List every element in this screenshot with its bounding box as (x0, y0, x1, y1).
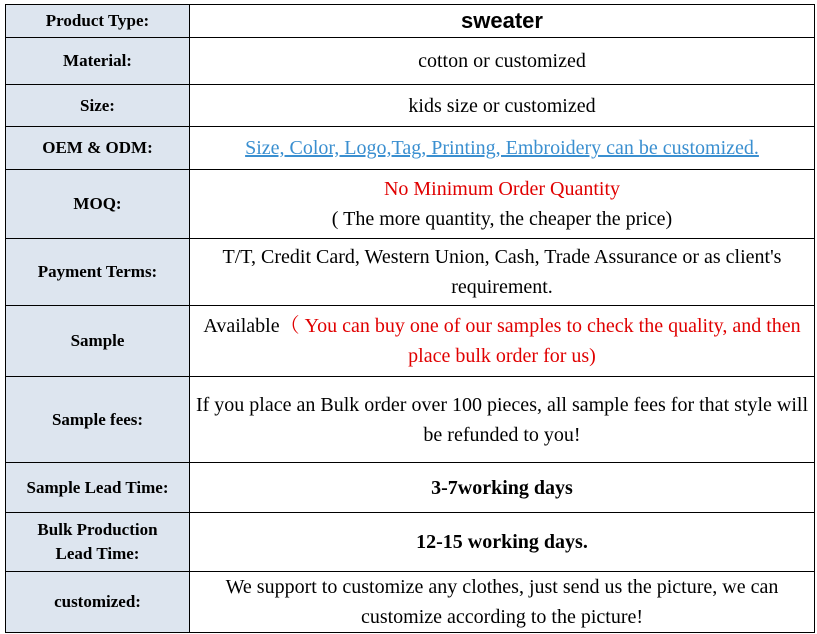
row-label: customized: (6, 572, 190, 633)
bulk-production-label-line2: Lead Time: (55, 544, 140, 563)
table-row (6, 170, 815, 239)
moq-headline: No Minimum Order Quantity (383, 178, 621, 200)
bulk-lead-time-value: 12-15 working days. (190, 513, 815, 572)
size-value: kids size or customized (190, 85, 815, 127)
material-value: cotton or customized (190, 38, 815, 85)
sample-note: （ You can buy one of our samples to check the quality, and then place bulk order for us) (279, 315, 801, 367)
row-label: Sample fees: (6, 377, 190, 463)
row-label: Size: (6, 85, 190, 127)
table-row (6, 377, 815, 463)
table-row (6, 127, 815, 170)
product-spec-table (5, 4, 815, 633)
oem-odm-link[interactable]: Size, Color, Logo,Tag, Printing, Embroidery can be customized. (245, 137, 759, 159)
table-row (6, 5, 815, 38)
sample-lead-time-value: 3-7working days (190, 463, 815, 513)
bulk-production-label-line1: Bulk Production (37, 520, 158, 539)
table-row (6, 38, 815, 85)
sample-availability: Available (203, 315, 280, 337)
row-label: Material: (6, 38, 190, 85)
table-row (6, 463, 815, 513)
payment-terms-value: T/T, Credit Card, Western Union, Cash, Trade Assurance or as client's requirement. (190, 239, 815, 306)
row-label (6, 513, 190, 572)
oem-odm-value (190, 127, 815, 170)
table-row (6, 513, 815, 572)
moq-note: ( The more quantity, the cheaper the price) (331, 208, 673, 230)
row-label: Product Type: (6, 5, 190, 38)
customized-value: We support to customize any clothes, just send us the picture, we can customize according to the picture! (190, 572, 815, 633)
sample-fees-value: If you place an Bulk order over 100 pieces, all sample fees for that style will be refunded to you! (190, 377, 815, 463)
row-label: OEM & ODM: (6, 127, 190, 170)
product-type-value: sweater (190, 5, 815, 38)
row-label: Payment Terms: (6, 239, 190, 306)
row-label: Sample (6, 306, 190, 377)
table-row (6, 572, 815, 633)
row-label: Sample Lead Time: (6, 463, 190, 513)
table-row (6, 239, 815, 306)
table-row (6, 306, 815, 377)
moq-value (190, 170, 815, 239)
table-row (6, 85, 815, 127)
sample-value (190, 306, 815, 377)
row-label: MOQ: (6, 170, 190, 239)
